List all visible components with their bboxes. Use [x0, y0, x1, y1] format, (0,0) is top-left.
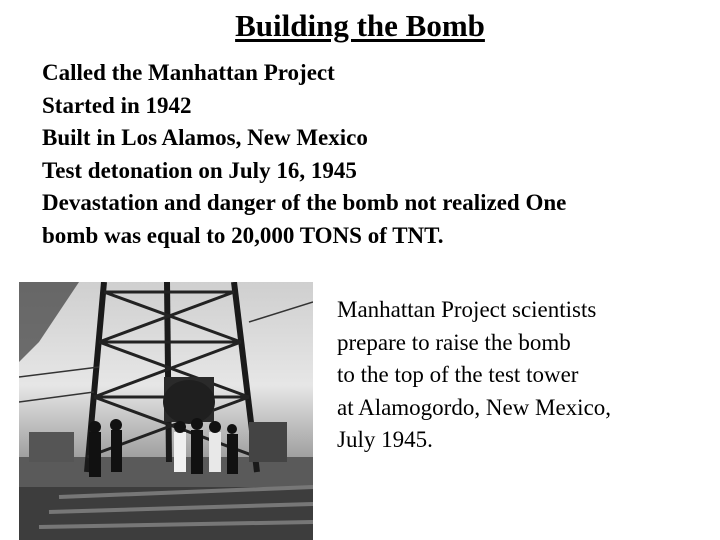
test-tower-photo — [19, 282, 313, 540]
fact-line: Built in Los Alamos, New Mexico — [42, 125, 368, 150]
caption-line: at Alamogordo, New Mexico, — [337, 394, 612, 420]
tower-photo-illustration — [19, 282, 313, 540]
caption-line: to the top of the test tower — [337, 362, 579, 387]
fact-line: bomb was equal to 20,000 TONS of TNT. — [42, 222, 444, 248]
fact-line: Started in 1942 — [42, 92, 192, 118]
caption-line: Manhattan Project scientists — [337, 297, 597, 322]
photo-caption — [337, 294, 707, 457]
caption-line: prepare to raise the bomb — [337, 329, 571, 355]
fact-line: Test detonation on July 16, 1945 — [42, 157, 357, 183]
fact-line: Devastation and danger of the bomb not realized One — [42, 190, 567, 215]
fact-list — [42, 57, 702, 252]
caption-line: July 1945. — [337, 427, 433, 452]
page-title: Building the Bomb — [235, 8, 485, 43]
fact-line: Called the Manhattan Project — [42, 60, 335, 85]
